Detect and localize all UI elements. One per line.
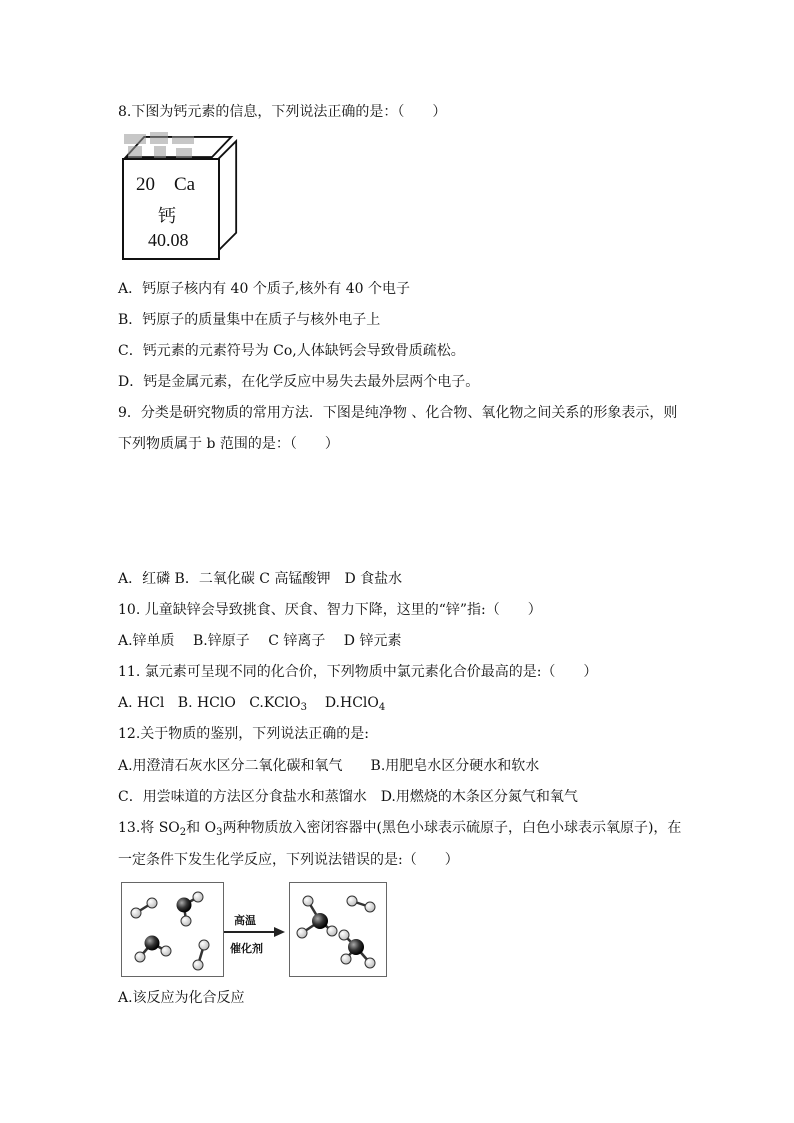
q11-option-d: D.HClO$_4$ [324, 695, 386, 713]
reactant-box [121, 882, 224, 977]
element-name: 钙 [158, 206, 176, 227]
q11-options [118, 693, 385, 713]
q8-stem: 8.下图为钙元素的信息，下列说法正确的是：（ ） [118, 104, 447, 120]
atomic-number: 20 [136, 174, 155, 195]
q8-option-a: A．钙原子核内有 40 个质子,核外有 40 个电子 [118, 281, 410, 297]
atomic-mass: 40.08 [148, 230, 189, 250]
q10-stem: 10. 儿童缺锌会导致挑食、厌食、智力下降，这里的“锌”指:（ ） [118, 602, 542, 618]
product-molecules [290, 883, 386, 976]
arrow-condition-bottom: 催化剂 [230, 942, 263, 955]
q9-stem-line2: 下列物质属于 b 范围的是：（ ） [118, 436, 339, 452]
q9-options: A．红磷 B．二氧化碳 C 高锰酸钾 D 食盐水 [118, 571, 403, 587]
so3-molecule [339, 930, 375, 968]
reaction-arrow [224, 902, 286, 962]
element-cell [122, 158, 220, 260]
so2-molecule [135, 936, 171, 963]
q13-stem-line1: 13.将 $SO_2$和 $O_3$两种物质放入密闭容器中(黑色小球表示硫原子，白色小球表示氧原子)，在 [118, 820, 682, 838]
q8-option-b: B．钙原子的质量集中在质子与核外电子上 [118, 312, 381, 328]
arrow-condition-top: 高温 [234, 914, 256, 927]
q11-option-c: C.KClO$_3$ [249, 695, 308, 713]
reactant-molecules [122, 883, 223, 976]
q11-stem: 11. 氯元素可呈现不同的化合价，下列物质中氯元素化合价最高的是:（ ） [118, 664, 598, 680]
q13-stem-line2: 一定条件下发生化学反应，下列说法错误的是:（ ） [118, 852, 459, 868]
so3-molecule [297, 896, 337, 938]
q12-options-ab: A.用澄清石灰水区分二氧化碳和氧气 B.用肥皂水区分硬水和软水 [118, 758, 540, 774]
product-box [289, 882, 387, 977]
element-symbol: Ca [174, 174, 196, 195]
q12-options-cd: C．用尝味道的方法区分食盐水和蒸馏水 D.用燃烧的木条区分氮气和氧气 [118, 789, 578, 805]
q8-option-d: D．钙是金属元素，在化学反应中易失去最外层两个电子。 [118, 374, 480, 390]
q12-stem: 12.关于物质的鉴别，下列说法正确的是: [118, 726, 369, 742]
q10-options: A.锌单质 B.锌原子 C 锌离子 D 锌元素 [118, 633, 402, 649]
arrow-icon [224, 926, 286, 938]
so2-molecule [177, 892, 204, 926]
q9-stem-line1: 9．分类是研究物质的常用方法．下图是纯净物 、化合物、氧化物之间关系的形象表示，则 [118, 405, 678, 421]
q13-option-a: A.该反应为化合反应 [118, 990, 245, 1006]
q8-option-c: C．钙元素的元素符号为 Co,人体缺钙会导致骨质疏松。 [118, 343, 465, 359]
q11-option-b: B. HClO [177, 695, 236, 711]
q11-option-a: A. HCl [118, 695, 165, 711]
